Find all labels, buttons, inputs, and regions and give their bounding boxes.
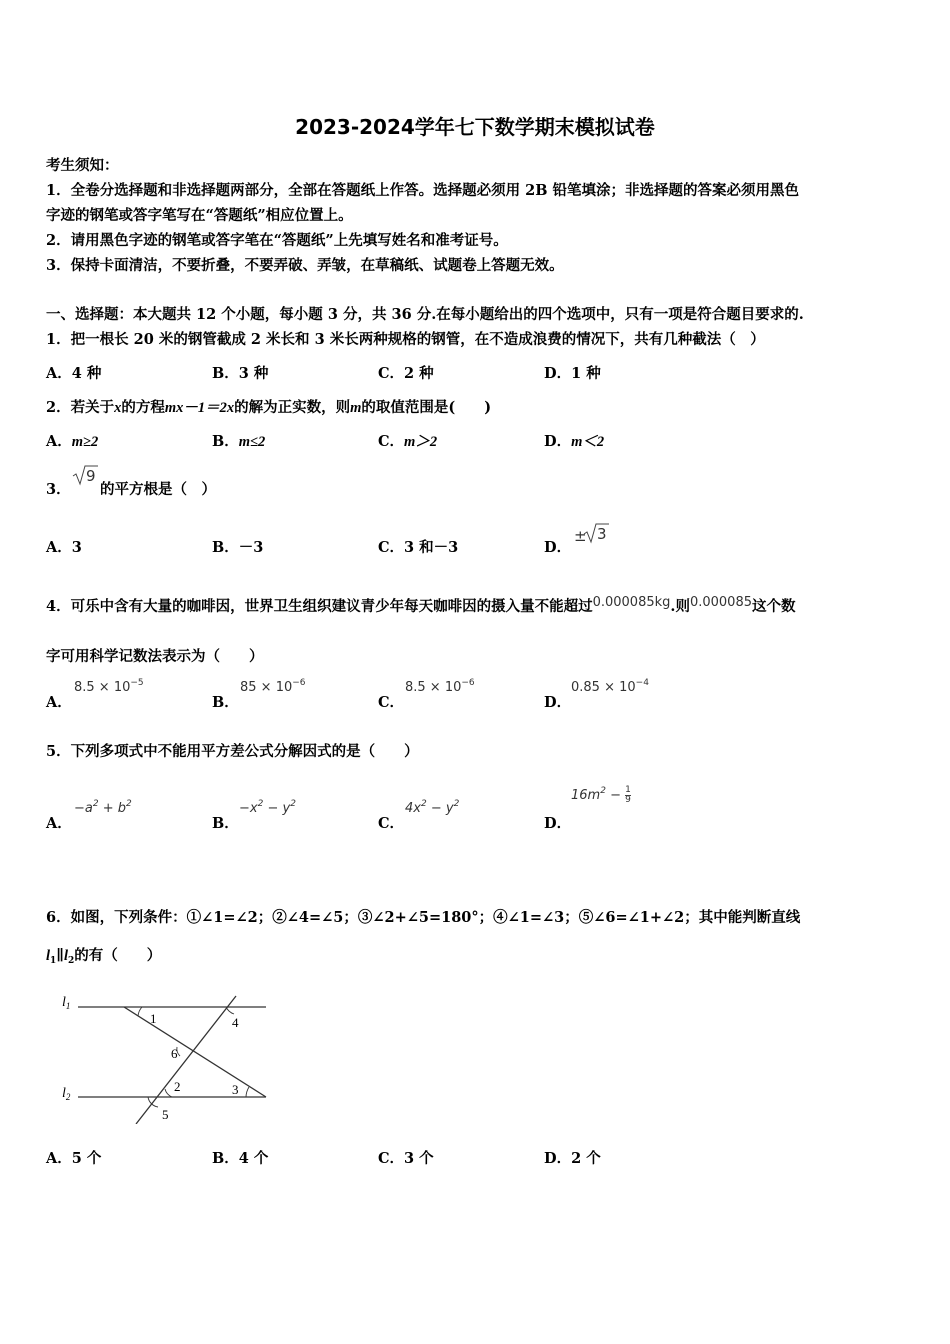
notice-line-2: 2．请用黑色字迹的钢笔或答字笔在“答题纸”上先填写姓名和准考证号。: [46, 232, 508, 249]
q2-option-a: A．m≥2: [46, 433, 99, 450]
q3-option-a: A．3: [46, 539, 82, 556]
q5-option-c: $4x^2 - y^2$: [405, 799, 460, 816]
q5-option-c-label: C．: [378, 815, 405, 832]
q5-option-b-label: B．: [212, 815, 239, 832]
q5-option-d: $16m^2$ − $\frac{1}{9}$: [571, 785, 631, 805]
question-3-stem: 的平方根是（ ）: [100, 481, 216, 498]
q2-option-d: D．m＜2: [544, 433, 605, 450]
question-2-stem: 2．若关于x的方程mx－1＝2x的解为正实数，则m的取值范围是( ): [46, 399, 492, 416]
angle-label-2: 2: [174, 1079, 181, 1094]
label-l2: $l_2$: [62, 1086, 71, 1102]
q1-option-d: D．1 种: [544, 365, 601, 382]
notice-heading: 考生须知：: [46, 157, 119, 174]
q2-option-b: B．m≤2: [212, 433, 266, 450]
q1-option-a: A．4 种: [46, 365, 102, 382]
q1-option-c: C．2 种: [378, 365, 434, 382]
q4-option-c: $8.5 \times 10^{-6}$: [405, 678, 475, 695]
notice-line-1a: 1．全卷分选择题和非选择题两部分，全部在答题纸上作答。选择题必须用 2B 铅笔填涂；非选择题的答案必须用黑色: [46, 182, 800, 199]
section-heading: 一、选择题：本大题共 12 个小题，每小题 3 分，共 36 分.在每小题给出的四个选项中，只有一项是符合题目要求的.: [46, 306, 804, 323]
q3-number: 3．: [46, 481, 71, 498]
angle-3-arc: [246, 1087, 249, 1097]
q4-option-d-label: D．: [544, 694, 572, 711]
notice-line-1b: 字迹的钢笔或答字笔写在“答题纸”相应位置上。: [46, 207, 353, 224]
q6-option-a: A．5 个: [46, 1150, 102, 1167]
question-6-stem-line-2: $l_1\parallel l_2$的有（ ）: [46, 947, 162, 966]
angle-label-5: 5: [162, 1107, 169, 1122]
q5-option-a-label: A．: [46, 815, 72, 832]
question-1-stem: 1．把一根长 20 米的钢管截成 2 米长和 3 米长两种规格的钢管，在不造成浪费的情况下，共有几种截法（ ）: [46, 331, 765, 348]
fraction-one-ninth: $\frac{1}{9}$: [625, 785, 631, 805]
question-4-stem-line-2: 字可用科学记数法表示为（ ）: [46, 648, 264, 665]
q5-option-d-label: D．: [544, 815, 572, 832]
q6-option-b: B．4 个: [212, 1150, 269, 1167]
q4-option-b-label: B．: [212, 694, 239, 711]
page-title: 2023-2024学年七下数学期末模拟试卷: [295, 115, 655, 139]
notice-line-3: 3．保持卡面清洁，不要折叠，不要弄破、弄皱，在草稿纸、试题卷上答题无效。: [46, 257, 564, 274]
q2-option-c: C．m＞2: [378, 433, 438, 450]
q3-option-b: B．－3: [212, 539, 264, 556]
q5-option-b: $-x^2 - y^2$: [239, 799, 296, 816]
angle-label-1: 1: [150, 1011, 157, 1026]
q1-option-b: B．3 种: [212, 365, 269, 382]
q4-option-c-label: C．: [378, 694, 405, 711]
value-number: 0.000085: [689, 595, 752, 610]
angle-1-arc: [138, 1007, 142, 1016]
angle-label-3: 3: [232, 1082, 239, 1097]
transversal-1: [124, 1007, 266, 1097]
q4-option-d: $0.85 \times 10^{-4}$: [571, 678, 649, 695]
q6-option-d: D．2 个: [544, 1150, 601, 1167]
question-5-stem: 5．下列多项式中不能用平方差公式分解因式的是（ ）: [46, 743, 419, 760]
q6-figure: [56, 988, 276, 1124]
q4-option-b: $85 \times 10^{-6}$: [240, 678, 306, 695]
q3-option-c: C．3 和－3: [378, 539, 459, 556]
label-l1: $l_1$: [62, 995, 71, 1011]
q4-option-a-label: A．: [46, 694, 72, 711]
q5-option-a: $-a^2 + b^2$: [74, 799, 132, 816]
angle-label-6: 6: [171, 1046, 178, 1061]
value-kg: 0.000085kg: [592, 595, 671, 610]
q4-option-a: $8.5 \times 10^{-5}$: [74, 678, 144, 695]
question-6-stem: 6．如图，下列条件：①∠1=∠2；②∠4=∠5；③∠2+∠5=180°；④∠1=∠3；⑤∠6=∠1+∠2；其中能判断直线: [46, 909, 801, 926]
question-4-stem: 4．可乐中含有大量的咖啡因，世界卫生组织建议青少年每天咖啡因的摄入量不能超过0.000085kg.则0.000085这个数: [46, 595, 796, 615]
angle-label-4: 4: [232, 1015, 239, 1030]
q3-option-d: D．: [544, 539, 572, 556]
q6-option-c: C．3 个: [378, 1150, 434, 1167]
angle-2-arc: [165, 1089, 172, 1097]
